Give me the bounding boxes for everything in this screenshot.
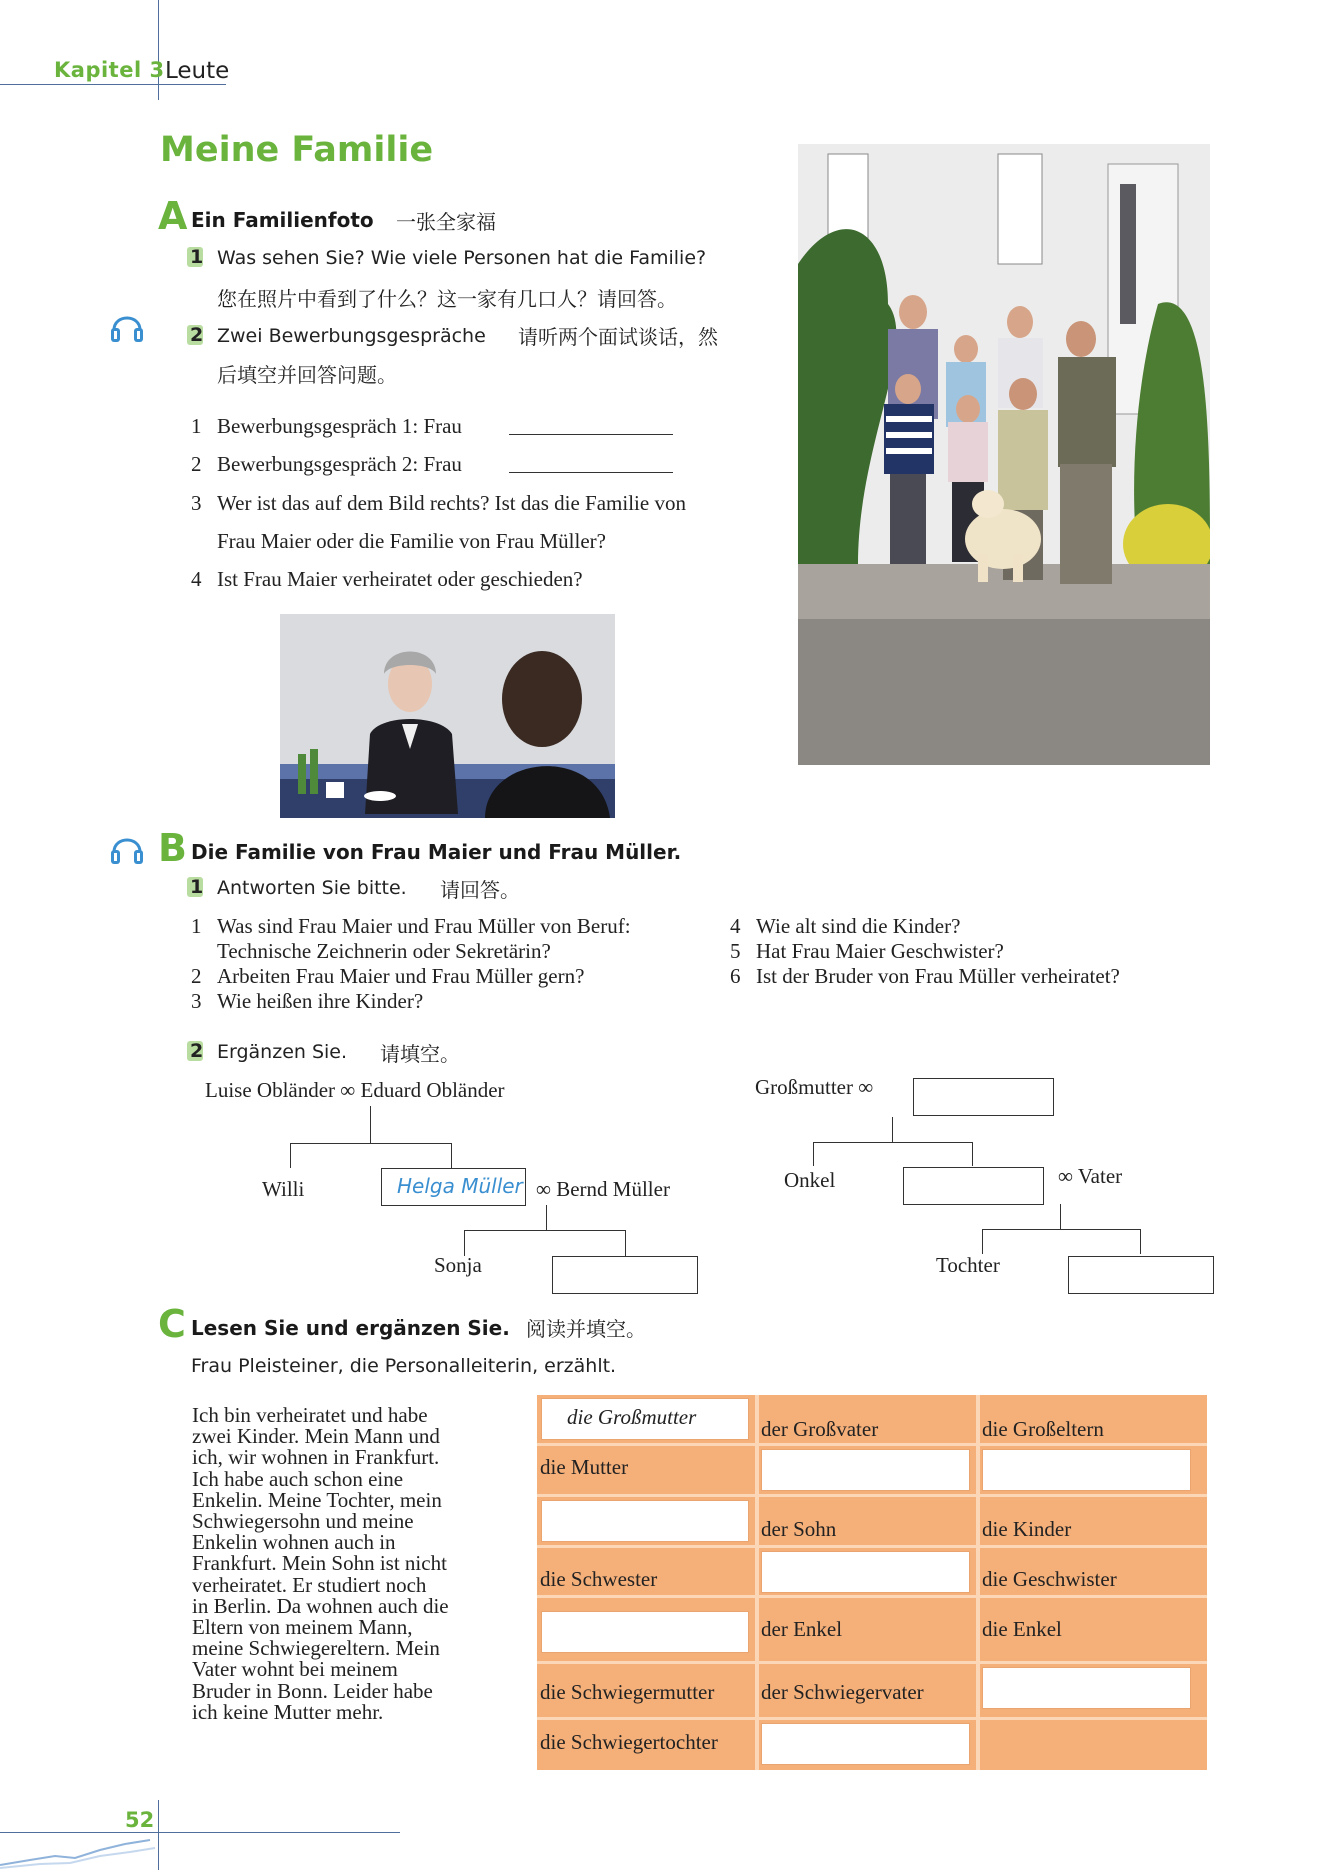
table-cell-r4c2: die Enkel bbox=[982, 1617, 1062, 1641]
relations-table bbox=[537, 1395, 1207, 1770]
table-divider bbox=[537, 1494, 1207, 1497]
tree-left-grandchild-2-box[interactable] bbox=[552, 1256, 698, 1294]
tree-line bbox=[546, 1205, 547, 1230]
table-divider bbox=[976, 1395, 980, 1770]
page-number: 52 bbox=[125, 1808, 155, 1832]
story-line: Enkelin. Meine Tochter, mein bbox=[192, 1487, 442, 1512]
footer-wave-decoration bbox=[0, 1830, 160, 1870]
tree-right-grandmother: Großmutter ∞ bbox=[755, 1075, 874, 1099]
table-cell-r5c2-box[interactable] bbox=[982, 1667, 1191, 1709]
answer-line-1[interactable] bbox=[509, 434, 673, 435]
margin-rule-top bbox=[158, 0, 159, 100]
section-c-title: Lesen Sie und ergänzen Sie. bbox=[191, 1316, 510, 1340]
question-b-num-3: 3 bbox=[191, 989, 202, 1013]
section-a-title: Ein Familienfoto bbox=[191, 208, 374, 232]
question-a-num-4: 4 bbox=[191, 567, 202, 591]
story-line: Vater wohnt bei meinem bbox=[192, 1657, 398, 1682]
task-b2-number: 2 bbox=[190, 1040, 204, 1062]
question-a-num-2: 2 bbox=[191, 452, 202, 476]
tree-line bbox=[1060, 1204, 1061, 1229]
tree-left-child-2-filled: Helga Müller bbox=[397, 1174, 523, 1198]
tree-left-child-1: Willi bbox=[262, 1177, 305, 1201]
table-cell-r0c1: der Großvater bbox=[761, 1417, 879, 1441]
task-b1-number: 1 bbox=[190, 876, 204, 898]
table-cell-r1c1-box[interactable] bbox=[761, 1449, 970, 1491]
task-a1-zh: 您在照片中看到了什么？这一家有几口人？请回答。 bbox=[217, 287, 677, 311]
header-rule bbox=[0, 84, 226, 85]
question-a-num-1: 1 bbox=[191, 414, 202, 438]
audio-headphones-icon[interactable] bbox=[110, 306, 144, 346]
section-c-intro: Frau Pleisteiner, die Personalleiterin, erzählt. bbox=[191, 1355, 617, 1377]
story-line: Frankfurt. Mein Sohn ist nicht bbox=[192, 1551, 447, 1576]
story-line: zwei Kinder. Mein Mann und bbox=[192, 1424, 440, 1449]
question-b-3: Wie heißen ihre Kinder? bbox=[217, 989, 424, 1013]
tree-left-grandchild-1: Sonja bbox=[434, 1253, 482, 1277]
table-cell-r1c0: die Mutter bbox=[540, 1455, 629, 1479]
tree-line bbox=[290, 1143, 452, 1144]
story-line: verheiratet. Er studiert noch bbox=[192, 1572, 427, 1597]
question-b-1-cont: Technische Zeichnerin oder Sekretärin? bbox=[217, 939, 551, 963]
story-line: Schwiegersohn und meine bbox=[192, 1509, 414, 1534]
section-c-title-zh: 阅读并填空。 bbox=[526, 1317, 646, 1341]
story-line: in Berlin. Da wohnen auch die bbox=[192, 1593, 449, 1618]
tree-line bbox=[625, 1230, 626, 1256]
story-line: Ich bin verheiratet und habe bbox=[192, 1403, 428, 1427]
tree-right-spouse: ∞ Vater bbox=[1058, 1164, 1123, 1188]
question-a-3: Wer ist das auf dem Bild rechts? Ist das die Familie von bbox=[217, 491, 686, 515]
tree-left-spouse: ∞ Bernd Müller bbox=[536, 1177, 670, 1201]
question-b-num-4: 4 bbox=[730, 914, 741, 938]
table-cell-r3c0: die Schwester bbox=[540, 1567, 658, 1591]
family-photo-drawing bbox=[798, 144, 1210, 765]
tree-line bbox=[813, 1142, 814, 1166]
table-cell-r2c1: der Sohn bbox=[761, 1517, 837, 1541]
table-divider bbox=[537, 1661, 1207, 1664]
story-line: Enkelin wohnen auch in bbox=[192, 1530, 396, 1555]
tree-right-child-1: Onkel bbox=[784, 1168, 836, 1192]
tree-line bbox=[1140, 1229, 1141, 1254]
audio-headphones-icon-b[interactable] bbox=[110, 828, 144, 868]
chapter-title: Leute bbox=[165, 58, 230, 84]
section-a-title-zh: 一张全家福 bbox=[396, 210, 496, 234]
interview-photo bbox=[280, 614, 615, 818]
question-b-4: Wie alt sind die Kinder? bbox=[756, 914, 961, 938]
table-divider bbox=[537, 1717, 1207, 1720]
tree-line bbox=[451, 1143, 452, 1168]
table-divider bbox=[755, 1395, 759, 1770]
section-b-letter: B bbox=[158, 826, 187, 870]
tree-line bbox=[982, 1229, 983, 1254]
tree-right-grandfather-box[interactable] bbox=[913, 1078, 1054, 1116]
task-b1-zh: 请回答。 bbox=[440, 878, 520, 902]
story-line: meine Schwiegereltern. Mein bbox=[192, 1636, 440, 1661]
tree-line bbox=[370, 1106, 371, 1144]
story-line: ich, wir wohnen in Frankfurt. bbox=[192, 1445, 440, 1470]
section-c-letter: C bbox=[158, 1302, 186, 1346]
tree-line bbox=[982, 1229, 1141, 1230]
story-line: Eltern von meinem Mann, bbox=[192, 1615, 413, 1640]
answer-line-2[interactable] bbox=[509, 472, 673, 473]
question-b-1: Was sind Frau Maier und Frau Müller von Beruf: bbox=[217, 914, 631, 938]
tree-line bbox=[290, 1143, 291, 1168]
tree-line bbox=[972, 1142, 973, 1166]
question-b-5: Hat Frau Maier Geschwister? bbox=[756, 939, 1004, 963]
tree-line bbox=[892, 1117, 893, 1142]
table-divider bbox=[537, 1595, 1207, 1598]
table-divider bbox=[537, 1443, 1207, 1446]
family-photo bbox=[798, 144, 1210, 765]
table-cell-r1c2-box[interactable] bbox=[982, 1449, 1191, 1491]
task-b2-zh: 请填空。 bbox=[380, 1042, 460, 1066]
question-b-6: Ist der Bruder von Frau Müller verheiratet? bbox=[756, 964, 1120, 988]
table-cell-r5c1: der Schwiegervater bbox=[761, 1680, 924, 1704]
question-a-4: Ist Frau Maier verheiratet oder geschieden? bbox=[217, 567, 583, 591]
table-divider bbox=[537, 1545, 1207, 1548]
interview-photo-drawing bbox=[280, 614, 615, 818]
question-b-num-1: 1 bbox=[191, 914, 202, 938]
story-line: ich keine Mutter mehr. bbox=[192, 1699, 384, 1724]
table-cell-r4c0-box[interactable] bbox=[541, 1611, 749, 1653]
task-a1-number: 1 bbox=[190, 246, 204, 268]
task-a2-zh-2: 后填空并回答问题。 bbox=[217, 363, 397, 387]
tree-right-grandchild-1: Tochter bbox=[936, 1253, 1000, 1277]
question-a-num-3: 3 bbox=[191, 491, 202, 515]
story-line: Ich habe auch schon eine bbox=[192, 1466, 404, 1491]
question-b-num-5: 5 bbox=[730, 939, 741, 963]
table-cell-r2c2: die Kinder bbox=[982, 1517, 1072, 1541]
task-b1-text: Antworten Sie bitte. bbox=[217, 877, 407, 899]
table-cell-r0c0-filled: die Großmutter bbox=[567, 1405, 697, 1429]
section-a-letter: A bbox=[158, 194, 188, 238]
task-a2-number: 2 bbox=[190, 324, 204, 346]
task-b2-text: Ergänzen Sie. bbox=[217, 1041, 348, 1063]
table-cell-r4c1: der Enkel bbox=[761, 1617, 843, 1641]
tree-right-child-2-box[interactable] bbox=[903, 1167, 1044, 1205]
question-b-num-6: 6 bbox=[730, 964, 741, 988]
table-cell-r6c1-box[interactable] bbox=[761, 1723, 970, 1765]
task-a1-text: Was sehen Sie? Wie viele Personen hat die Familie? bbox=[217, 247, 707, 269]
question-a-2: Bewerbungsgespräch 2: Frau bbox=[217, 452, 462, 476]
question-b-num-2: 2 bbox=[191, 964, 202, 988]
page-title: Meine Familie bbox=[160, 130, 434, 170]
tree-right-grandchild-2-box[interactable] bbox=[1068, 1256, 1214, 1294]
tree-line bbox=[813, 1142, 973, 1143]
section-b-title: Die Familie von Frau Maier und Frau Müller. bbox=[191, 840, 682, 864]
task-a2-text: Zwei Bewerbungsgespräche bbox=[217, 325, 486, 347]
table-cell-r6c0: die Schwiegertochter bbox=[540, 1730, 718, 1754]
question-a-3-cont: Frau Maier oder die Familie von Frau Müller? bbox=[217, 529, 606, 553]
question-b-2: Arbeiten Frau Maier und Frau Müller gern? bbox=[217, 964, 585, 988]
story-line: Bruder in Bonn. Leider habe bbox=[192, 1678, 433, 1703]
chapter-label: Kapitel 3 bbox=[54, 58, 165, 82]
tree-left-grandparents: Luise Obländer ∞ Eduard Obländer bbox=[205, 1078, 505, 1102]
table-cell-r5c0: die Schwiegermutter bbox=[540, 1680, 715, 1704]
story-text bbox=[192, 1405, 512, 1723]
table-cell-r3c2: die Geschwister bbox=[982, 1567, 1117, 1591]
task-a2-zh-1: 请听两个面试谈话，然 bbox=[518, 325, 718, 349]
table-cell-r0c2: die Großeltern bbox=[982, 1417, 1104, 1441]
tree-line bbox=[464, 1230, 626, 1231]
question-a-1: Bewerbungsgespräch 1: Frau bbox=[217, 414, 462, 438]
table-cell-r3c1-box[interactable] bbox=[761, 1551, 970, 1593]
table-cell-r2c0-box[interactable] bbox=[541, 1500, 749, 1542]
